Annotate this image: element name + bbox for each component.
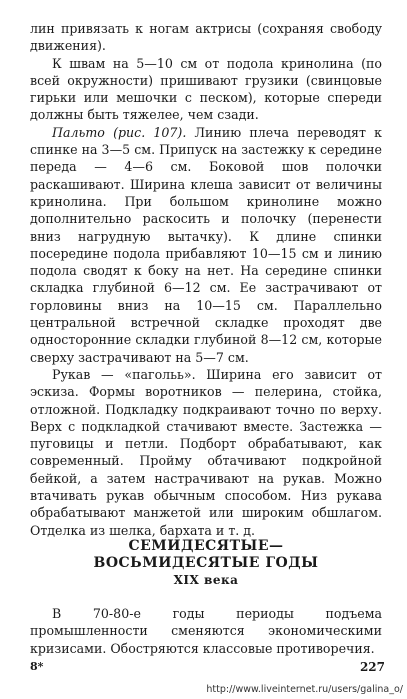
page-number: 227	[359, 660, 385, 674]
figure-ref: (рис. 107).	[113, 124, 187, 140]
paragraph-4: Рукав — «пагольь». Ширина его зависит от эскиза. Формы воротников — пелерина, стойка, отложной. Подкладку подкраивают точно по верху. Верх с подкладкой стачивают вместе. Застежка — пуговицы и петли. Подборт обрабатывают, как современный. Пройму обтачивают подкройной бейкой, а затем настрачивают на рукав. Можно втачивать рукав обычным способом. Низ рукава обрабатывают манжетой или широким обшлагом. Отделка из шелка, бархата и т. д.	[30, 366, 382, 538]
heading-line-1: СЕМИДЕСЯТЫЕ—	[128, 538, 284, 554]
watermark-url: http://www.liveinternet.ru/users/galina_o/	[206, 684, 403, 695]
paragraph-1: лин привязать к ногам актрисы (сохраняя свободу движения).	[30, 21, 382, 54]
paragraph-3	[30, 124, 382, 366]
heading-line-3: XIX века	[173, 573, 239, 587]
paragraph-3-text: Линию плеча переводят к спинке на 3—5 см. Припуск на застежку к середине переда — 4—6 см. Боковой шов полочки раскашивают. Ширина клеша зависит от величины кринолина. При большом кринолине можно дополнительно раскосить и полочку (перенести вниз нагрудную вытачку). К длине спинки посередине подола прибавляют 10—15 см и линию подола сводят к боку на нет. На середине спинки складка глубиной 6—12 см. Ее застрачивают от горловины вниз на 10—15 см. Параллельно центральной встречной складке проходят две односторонние складки глубиной 8—12 см, которые сверху застрачивают на 5—7 см.	[30, 124, 382, 365]
section-paragraph-1: В 70-80-е годы периоды подъема промышленности сменяются экономическими кризисами. Обостряются классовые противоречия.	[30, 606, 382, 656]
section-heading	[30, 538, 382, 588]
term-coat: Пальто	[52, 124, 105, 140]
signature-mark: 8*	[30, 660, 44, 673]
heading-line-2: ВОСЬМИДЕСЯТЫЕ ГОДЫ	[93, 555, 319, 571]
paragraph-2: К швам на 5—10 см от подола кринолина (по всей окружности) пришивают грузики (свинцовые гирьки или мешочки с песком), которые спереди должны быть тяжелее, чем сзади.	[30, 55, 382, 123]
page-body	[30, 20, 382, 539]
section-body	[30, 605, 382, 657]
